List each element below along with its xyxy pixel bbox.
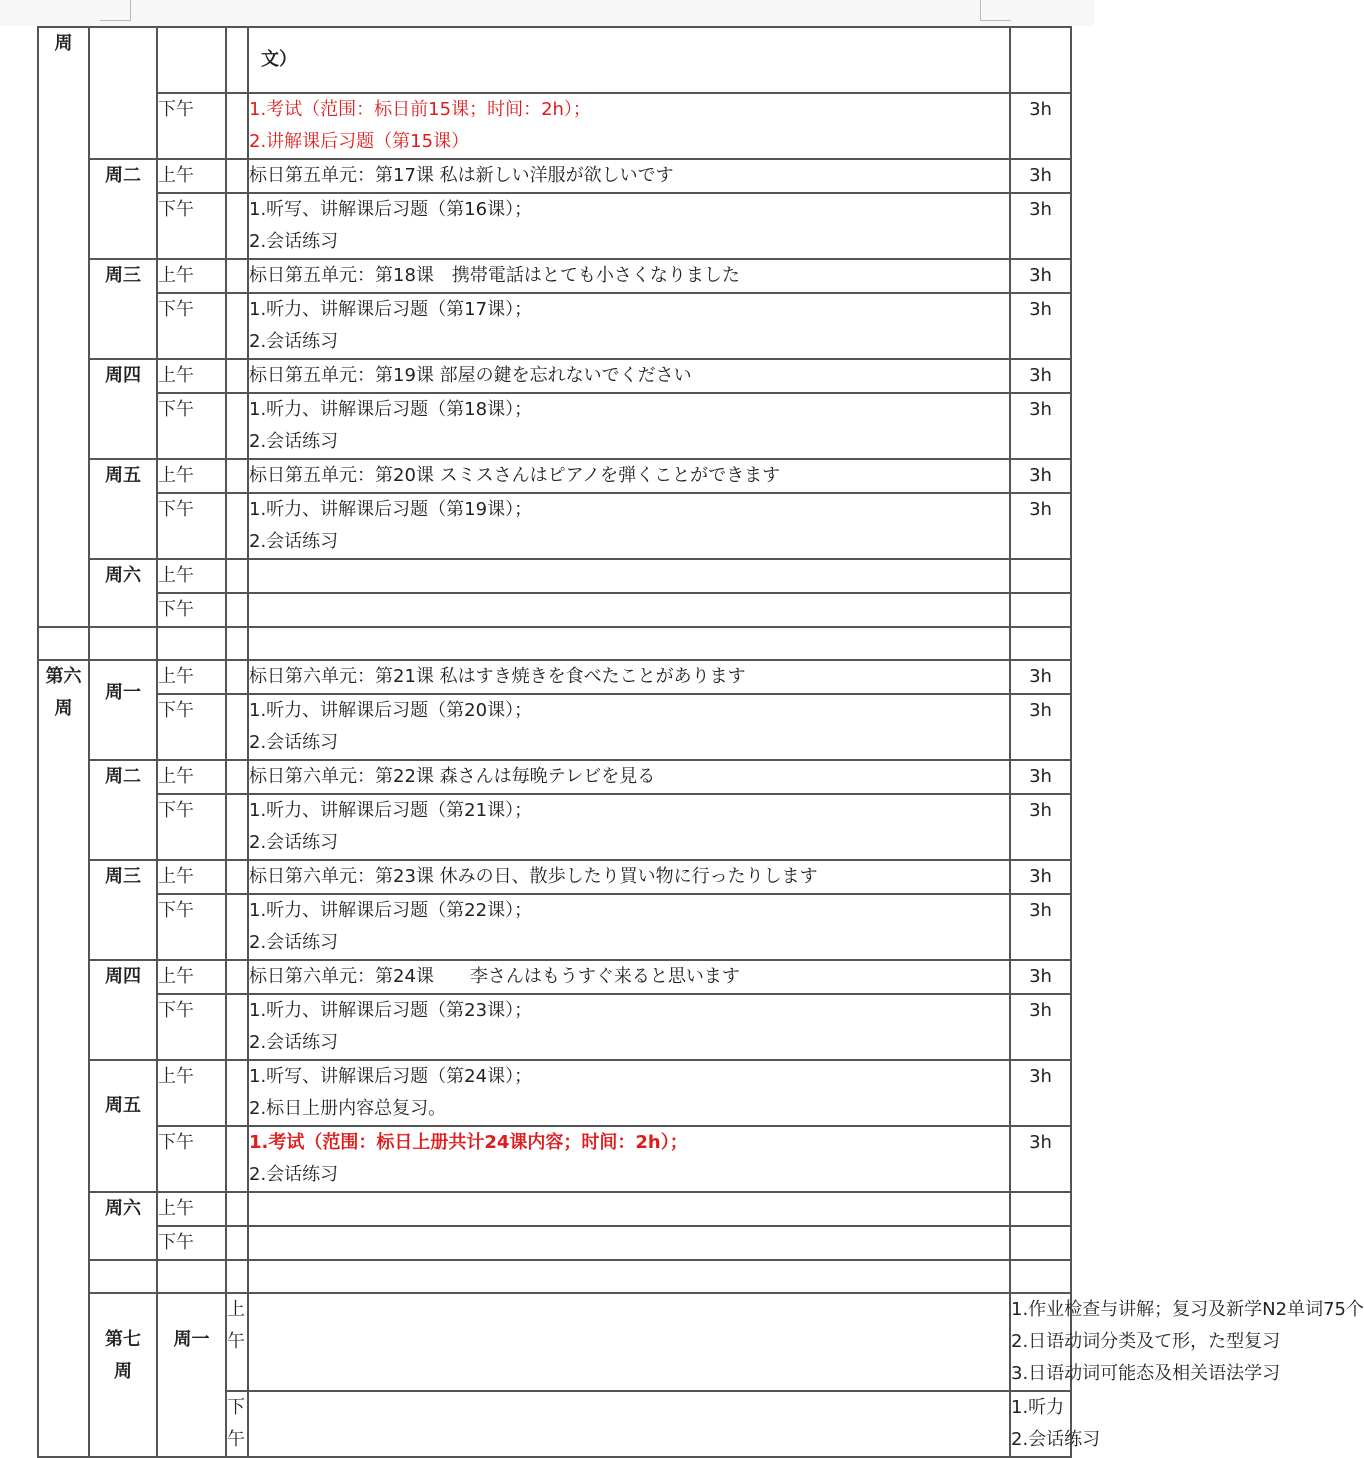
table-row <box>38 694 1071 760</box>
hours-cell: 3h <box>1010 93 1071 159</box>
page-corner-mark-left <box>100 0 131 21</box>
table-row <box>38 894 1071 960</box>
table-row <box>38 860 1071 894</box>
blank-cell <box>248 1260 1010 1293</box>
hours-cell: 3h <box>1010 359 1071 393</box>
period-cell-am: 上午 <box>157 559 226 593</box>
spacer-cell <box>226 860 248 894</box>
hours-cell: 3h <box>1010 994 1071 1060</box>
table-row <box>38 1126 1071 1192</box>
table-row <box>38 393 1071 459</box>
table-row <box>38 27 1071 93</box>
hours-cell: 3h <box>1010 393 1071 459</box>
day-cell-mon: 周一 <box>89 660 157 760</box>
page-corner-mark-right <box>980 0 1011 21</box>
hours-cell: 3h <box>1010 760 1071 794</box>
hours-cell: 3h <box>1010 660 1071 694</box>
week-cell-7: 第七 周 <box>89 1293 157 1457</box>
period-cell-pm: 下午 <box>157 193 226 259</box>
content-cell <box>248 593 1010 627</box>
period-cell-am: 上午 <box>157 860 226 894</box>
spacer-cell <box>226 193 248 259</box>
period-cell-pm: 下午 <box>157 93 226 159</box>
period-cell-pm: 下午 <box>157 694 226 760</box>
period-cell-pm: 下午 <box>157 794 226 860</box>
period-cell-am: 上午 <box>157 259 226 293</box>
hours-cell: 3h <box>1010 794 1071 860</box>
table-row <box>38 760 1071 794</box>
table-row <box>38 259 1071 293</box>
blank-cell <box>157 627 226 660</box>
content-cell: 1.听力 2.会话练习 <box>1010 1391 1071 1457</box>
table-row <box>38 660 1071 694</box>
day-cell-thu: 周四 <box>89 960 157 1060</box>
hours-cell: 3h <box>1010 159 1071 193</box>
period-cell-am: 上午 <box>157 159 226 193</box>
content-cell: 1.听力、讲解课后习题（第20课）； 2.会话练习 <box>248 694 1010 760</box>
spacer-cell <box>226 994 248 1060</box>
table-row <box>38 593 1071 627</box>
table-row <box>38 559 1071 593</box>
table-row <box>38 359 1071 393</box>
week-cell-6: 第六 周 <box>38 660 89 1457</box>
period-cell-pm: 下午 <box>157 293 226 359</box>
day-cell-thu: 周四 <box>89 359 157 459</box>
spacer-cell <box>226 894 248 960</box>
content-cell: 文） <box>248 27 1010 93</box>
page-header-margin <box>0 0 1094 26</box>
period-cell-am: 上午 <box>226 1293 248 1391</box>
table-row <box>38 1226 1071 1260</box>
blank-cell <box>38 627 89 660</box>
table-row <box>38 459 1071 493</box>
spacer-cell <box>226 1192 248 1226</box>
hours-cell: 3h <box>1010 293 1071 359</box>
content-cell: 1.听力、讲解课后习题（第18课）； 2.会话练习 <box>248 393 1010 459</box>
hours-cell <box>1010 559 1071 593</box>
table-row <box>38 93 1071 159</box>
period-cell-pm: 下午 <box>157 1226 226 1260</box>
blank-cell <box>226 627 248 660</box>
hours-cell: 3h <box>1010 1060 1071 1126</box>
content-cell: 1.作业检查与讲解；复习及新学N2单词75个 2.日语动词分类及て形，た型复习 3.日语动词可能态及相关语法学习 <box>1010 1293 1071 1391</box>
blank-cell <box>1010 1260 1071 1293</box>
hours-cell <box>1010 593 1071 627</box>
blank-cell <box>89 627 157 660</box>
day-cell-mon <box>89 27 157 159</box>
content-cell: 1.听力、讲解课后习题（第17课）； 2.会话练习 <box>248 293 1010 359</box>
table-row <box>38 1060 1071 1126</box>
spacer-cell <box>226 159 248 193</box>
day-cell-tue: 周二 <box>89 760 157 860</box>
day-cell-fri: 周五 <box>89 1060 157 1192</box>
period-cell-am: 上午 <box>157 359 226 393</box>
content-cell: 标日第五单元：第17课 私は新しい洋服が欲しいです <box>248 159 1010 193</box>
spacer-cell <box>226 760 248 794</box>
content-cell <box>248 559 1010 593</box>
blank-cell <box>1010 627 1071 660</box>
schedule-table-main <box>37 26 1364 1458</box>
blank-cell <box>157 1260 226 1293</box>
hours-cell: 3h <box>1010 860 1071 894</box>
spacer-cell <box>248 1391 1010 1457</box>
table-row <box>38 193 1071 259</box>
day-cell-sat: 周六 <box>89 559 157 627</box>
period-cell-pm: 下午 <box>226 1391 248 1457</box>
spacer-cell <box>226 359 248 393</box>
period-cell-am: 上午 <box>157 1060 226 1126</box>
period-cell-pm: 下午 <box>157 393 226 459</box>
hours-cell: 3h <box>1010 493 1071 559</box>
hours-cell: 3h <box>1010 894 1071 960</box>
content-cell: 1.听力、讲解课后习题（第23课）； 2.会话练习 <box>248 994 1010 1060</box>
table-row <box>38 293 1071 359</box>
spacer-cell <box>226 393 248 459</box>
spacer-cell <box>226 459 248 493</box>
spacer-cell <box>226 660 248 694</box>
spacer-cell <box>226 559 248 593</box>
spacer-cell <box>248 1293 1010 1391</box>
content-cell <box>248 1226 1010 1260</box>
period-cell-pm: 下午 <box>157 994 226 1060</box>
table-row <box>38 960 1071 994</box>
period-cell-am: 上午 <box>157 660 226 694</box>
period-cell-pm: 下午 <box>157 493 226 559</box>
table-row-separator <box>38 627 1071 660</box>
content-cell: 1.听力、讲解课后习题（第22课）； 2.会话练习 <box>248 894 1010 960</box>
period-cell-am: 上午 <box>157 1192 226 1226</box>
content-cell: 1.听写、讲解课后习题（第16课）； 2.会话练习 <box>248 193 1010 259</box>
spacer-cell <box>226 960 248 994</box>
spacer-cell <box>226 293 248 359</box>
hours-cell <box>1010 1226 1071 1260</box>
hours-cell: 3h <box>1010 259 1071 293</box>
day-cell-tue: 周二 <box>89 159 157 259</box>
spacer-cell <box>226 593 248 627</box>
content-cell: 标日第六单元：第21课 私はすき焼きを食べたことがあります <box>248 660 1010 694</box>
hours-cell <box>1010 1192 1071 1226</box>
table-row <box>38 1192 1071 1226</box>
day-cell-wed: 周三 <box>89 259 157 359</box>
day-cell-mon: 周一 <box>157 1293 226 1457</box>
content-cell: 标日第六单元：第24课 李さんはもうすぐ来ると思います <box>248 960 1010 994</box>
hours-cell: 3h <box>1010 1126 1071 1192</box>
blank-cell <box>226 1260 248 1293</box>
blank-cell <box>89 1260 157 1293</box>
week-cell-5: 周 <box>38 27 89 627</box>
content-cell: 1.听写、讲解课后习题（第24课）； 2.标日上册内容总复习。 <box>248 1060 1010 1126</box>
content-cell: 标日第六单元：第23课 休みの日、散歩したり買い物に行ったりします <box>248 860 1010 894</box>
spacer-cell <box>226 93 248 159</box>
hours-cell: 3h <box>1010 960 1071 994</box>
hours-cell: 3h <box>1010 694 1071 760</box>
spacer-cell <box>226 1226 248 1260</box>
content-cell: 1.考试（范围：标日上册共计24课内容；时间：2h）； 2.会话练习 <box>248 1126 1010 1192</box>
content-cell: 标日第六单元：第22课 森さんは毎晩テレビを見る <box>248 760 1010 794</box>
spacer-cell <box>226 27 248 93</box>
day-cell-wed: 周三 <box>89 860 157 960</box>
blank-cell <box>248 627 1010 660</box>
spacer-cell <box>226 259 248 293</box>
period-cell <box>157 27 226 93</box>
content-cell: 标日第五单元：第20课 スミスさんはピアノを弾くことができます <box>248 459 1010 493</box>
period-cell-pm: 下午 <box>157 593 226 627</box>
content-cell: 标日第五单元：第18课 携帯電話はとても小さくなりました <box>248 259 1010 293</box>
hours-cell <box>1010 27 1071 93</box>
period-cell-am: 上午 <box>157 760 226 794</box>
content-cell: 1.考试（范围：标日前15课；时间：2h）； 2.讲解课后习题（第15课） <box>248 93 1010 159</box>
spacer-cell <box>226 1060 248 1126</box>
table-row-separator <box>38 1260 1071 1293</box>
period-cell-pm: 下午 <box>157 894 226 960</box>
content-cell <box>248 1192 1010 1226</box>
period-cell-am: 上午 <box>157 459 226 493</box>
spacer-cell <box>226 794 248 860</box>
day-cell-sat: 周六 <box>89 1192 157 1260</box>
content-cell: 1.听力、讲解课后习题（第21课）； 2.会话练习 <box>248 794 1010 860</box>
day-cell-fri: 周五 <box>89 459 157 559</box>
content-cell: 标日第五单元：第19课 部屋の鍵を忘れないでください <box>248 359 1010 393</box>
spacer-cell <box>226 493 248 559</box>
table-row <box>38 1293 1071 1391</box>
spacer-cell <box>226 694 248 760</box>
spacer-cell <box>226 1126 248 1192</box>
content-cell: 1.听力、讲解课后习题（第19课）； 2.会话练习 <box>248 493 1010 559</box>
table-row <box>38 994 1071 1060</box>
period-cell-pm: 下午 <box>157 1126 226 1192</box>
table-row <box>38 159 1071 193</box>
table-row <box>38 794 1071 860</box>
hours-cell: 3h <box>1010 193 1071 259</box>
table-row <box>38 493 1071 559</box>
period-cell-am: 上午 <box>157 960 226 994</box>
hours-cell: 3h <box>1010 459 1071 493</box>
